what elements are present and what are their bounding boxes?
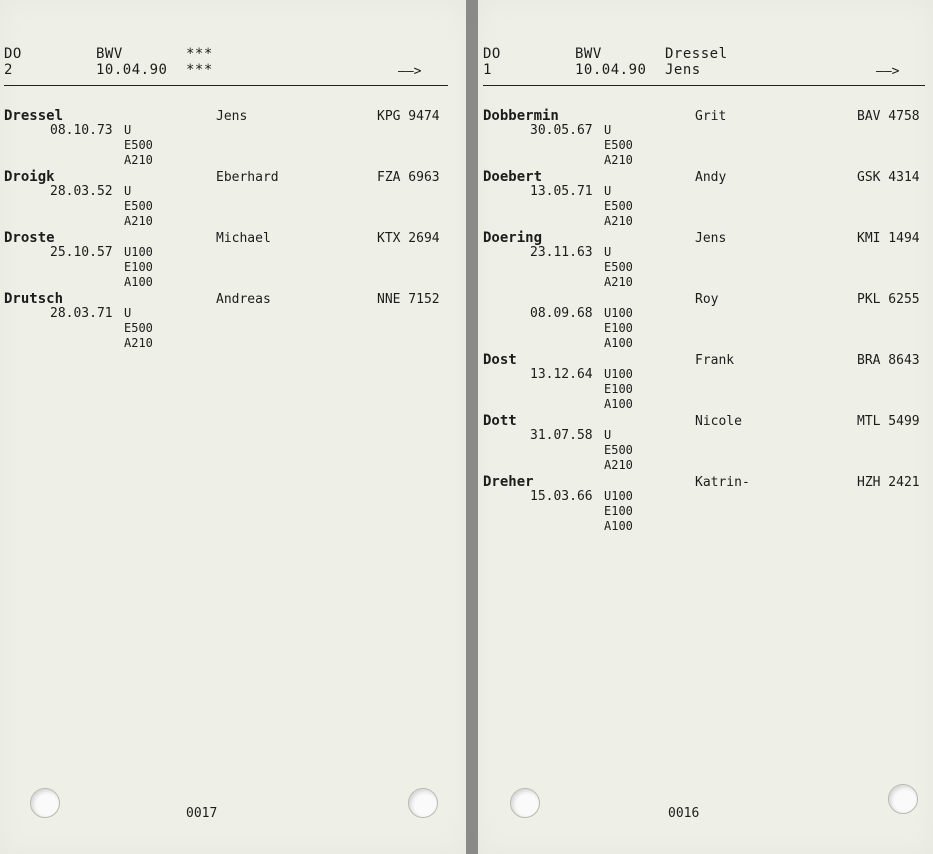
arrow-right-icon: ——>: [398, 64, 422, 79]
class-code: A100: [604, 519, 633, 533]
class-code: A210: [604, 275, 633, 289]
given-name: Michael: [216, 231, 271, 246]
surname: Drutsch: [4, 291, 64, 307]
class-code: A100: [124, 275, 153, 289]
class-code: E100: [604, 504, 633, 518]
birth-date: 31.07.58: [530, 428, 593, 443]
header-field: 2: [4, 62, 13, 78]
record-code: NNE 7152: [377, 292, 440, 307]
punch-hole: [510, 788, 540, 818]
birth-date: 08.10.73: [50, 123, 113, 138]
class-code: U: [604, 245, 612, 259]
birth-date: 28.03.52: [50, 184, 113, 199]
header-field: 1: [483, 62, 492, 78]
given-name: Jens: [695, 231, 727, 246]
page-number: 0016: [668, 806, 700, 821]
index-card-right: [478, 0, 933, 854]
record-code: BRA 8643: [857, 353, 920, 368]
class-code: A210: [124, 214, 153, 228]
birth-date: 30.05.67: [530, 123, 593, 138]
class-code: E500: [124, 138, 153, 152]
punch-hole: [30, 788, 60, 818]
class-code: U: [604, 428, 612, 442]
record-code: FZA 6963: [377, 170, 440, 185]
given-name: Jens: [216, 109, 248, 124]
given-name: Grit: [695, 109, 727, 124]
class-code: E500: [124, 321, 153, 335]
header-field: DO: [4, 46, 22, 62]
record-code: PKL 6255: [857, 292, 920, 307]
page-number: 0017: [186, 806, 218, 821]
class-code: E100: [604, 321, 633, 335]
record-code: HZH 2421: [857, 475, 920, 490]
birth-date: 08.09.68: [530, 306, 593, 321]
birth-date: 15.03.66: [530, 489, 593, 504]
given-name: Frank: [695, 353, 735, 368]
index-card-left: [0, 0, 466, 854]
birth-date: 13.12.64: [530, 367, 593, 382]
header-field: Dressel: [665, 46, 728, 62]
class-code: U: [124, 306, 132, 320]
punch-hole: [408, 788, 438, 818]
header-field: 10.04.90: [575, 62, 647, 78]
given-name: Nicole: [695, 414, 742, 429]
class-code: U: [604, 123, 612, 137]
class-code: U100: [604, 306, 633, 320]
record-code: MTL 5499: [857, 414, 920, 429]
given-name: Andreas: [216, 292, 271, 307]
given-name: Andy: [695, 170, 727, 185]
header-field: DO: [483, 46, 501, 62]
class-code: E100: [604, 382, 633, 396]
surname: Droigk: [4, 169, 55, 185]
surname: Doering: [483, 230, 543, 246]
birth-date: 23.11.63: [530, 245, 593, 260]
given-name: Roy: [695, 292, 719, 307]
surname: Dott: [483, 413, 517, 429]
header-field: BWV: [575, 46, 602, 62]
birth-date: 28.03.71: [50, 306, 113, 321]
class-code: E500: [604, 443, 633, 457]
class-code: U100: [124, 245, 153, 259]
header-divider: [4, 85, 448, 86]
surname: Doebert: [483, 169, 543, 185]
surname: Droste: [4, 230, 55, 246]
class-code: U: [124, 184, 132, 198]
record-code: GSK 4314: [857, 170, 920, 185]
record-code: KTX 2694: [377, 231, 440, 246]
class-code: U100: [604, 367, 633, 381]
class-code: E500: [604, 138, 633, 152]
class-code: E500: [124, 199, 153, 213]
arrow-right-icon: ——>: [876, 64, 900, 79]
class-code: A210: [604, 214, 633, 228]
class-code: U: [124, 123, 132, 137]
header-field: BWV: [96, 46, 123, 62]
class-code: U: [604, 184, 612, 198]
given-name: Eberhard: [216, 170, 279, 185]
header-field: Jens: [665, 62, 701, 78]
punch-hole: [888, 784, 918, 814]
record-code: KPG 9474: [377, 109, 440, 124]
surname: Dressel: [4, 108, 64, 124]
surname: Dreher: [483, 474, 534, 490]
class-code: A100: [604, 336, 633, 350]
header-field: ***: [186, 62, 213, 78]
header-field: ***: [186, 46, 213, 62]
birth-date: 13.05.71: [530, 184, 593, 199]
class-code: E100: [124, 260, 153, 274]
record-code: BAV 4758: [857, 109, 920, 124]
class-code: U100: [604, 489, 633, 503]
class-code: A210: [604, 458, 633, 472]
class-code: A210: [124, 336, 153, 350]
surname: Dobbermin: [483, 108, 559, 124]
header-divider: [483, 85, 925, 86]
class-code: E500: [604, 260, 633, 274]
class-code: A210: [604, 153, 633, 167]
class-code: E500: [604, 199, 633, 213]
surname: Dost: [483, 352, 517, 368]
given-name: Katrin-: [695, 475, 750, 490]
class-code: A100: [604, 397, 633, 411]
birth-date: 25.10.57: [50, 245, 113, 260]
header-field: 10.04.90: [96, 62, 168, 78]
class-code: A210: [124, 153, 153, 167]
record-code: KMI 1494: [857, 231, 920, 246]
